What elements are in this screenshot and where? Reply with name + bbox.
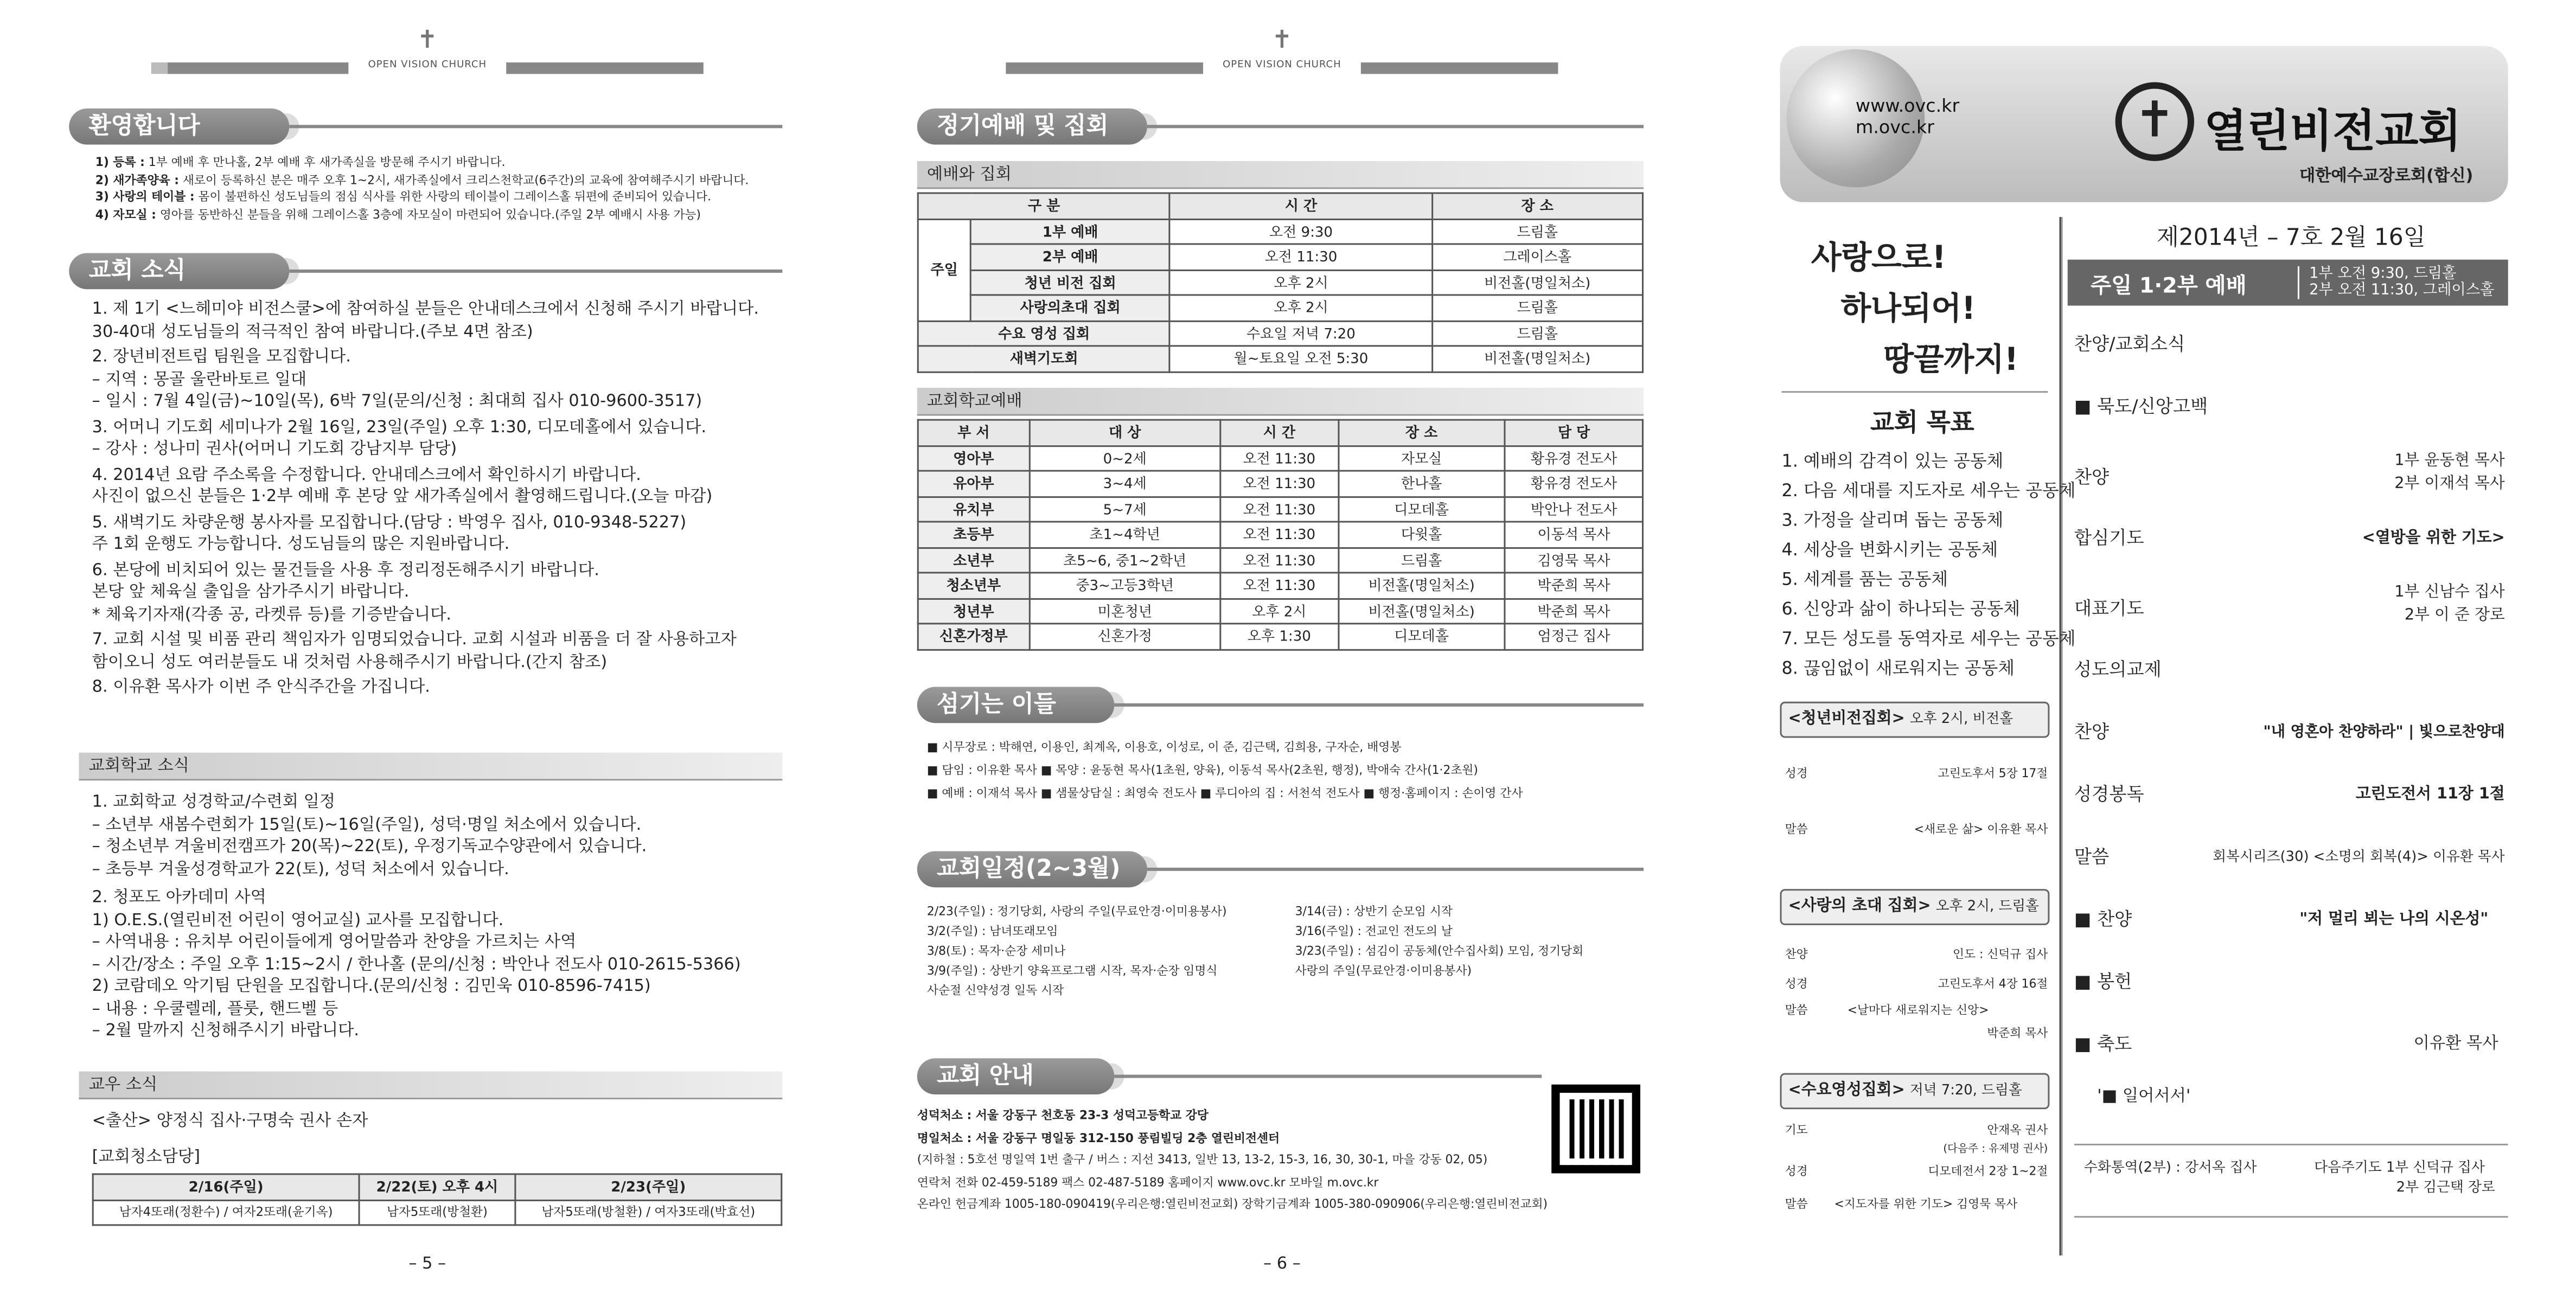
- birth-news: <출산> 양정식 집사·구명숙 권사 손자: [92, 1112, 368, 1131]
- next-prayer-1: 다음주기도 1부 신덕규 집사: [2314, 1160, 2485, 1177]
- page-number-5: – 5 –: [408, 1255, 446, 1274]
- sub-friends: 교우 소식: [79, 1072, 782, 1100]
- order-of-service: [2074, 322, 2505, 1114]
- welcome-list: 1) 등록 : 1부 예배 후 만나홀, 2부 예배 후 새가족실을 방문해 주시기 바랍니다. 2) 새가족양육 : 새로이 등록하신 분은 매주 오후 1~2시, 새가족실에서 크리스천학교(6주간)의 교육에 참여해주시기 바랍니다. 3) 사랑의 테이블 : 몸이 불편하신 성도님들의 점심 식사를 위한 사랑의 테이블이 그레이스홀 뒤편에 준비되어 있습니다. 4) 자모실 : 영아를 동반하신 분들을 위해 그레이스홀 3층에 자모실이 마련되어 있습니다.(주일 2부 예배시 사용 가능): [95, 154, 749, 221]
- service-banner: 주일 1·2부 예배 1부 오전 9:30, 드림홀 2부 오전 11:30, 그레이스홀: [2068, 260, 2508, 306]
- qr-code-icon[interactable]: [1551, 1085, 1640, 1174]
- section-guide: 교회 안내: [917, 1058, 1115, 1094]
- denomination: 대한예수교장로회(합신): [2299, 168, 2473, 186]
- youth-row: 말씀 <새로운 삶> 이유환 목사: [1785, 822, 2048, 837]
- church-logo-icon: ✝: [2115, 82, 2194, 161]
- love-box: <사랑의 초대 집회> 오후 2시, 드림홀: [1780, 889, 2049, 925]
- worship-table: 구 분 시 간 장 소 주일 1부 예배 오전 9:30 드림홀 2부 예배 오전 11:30 그레이스홀 청년 비전 집회 오후 2시 비전홀(명일처소) 사랑의초대 집회 오후 2시 드림홀 수요 영성 집회 수요일 저녁 7:20 드림홀 새벽기도회 월~토요일 오전 5:30 비전홀(명일처소): [917, 193, 1644, 373]
- sign-interp: 수화통역(2부) : 강서옥 집사: [2084, 1160, 2257, 1177]
- order-item: 찬양/교회소식: [2074, 334, 2185, 355]
- church-name: 열린비전교회: [2204, 106, 2462, 158]
- section-news: 교회 소식: [69, 253, 289, 290]
- order-item: 성도의교제: [2074, 659, 2162, 681]
- sub-school: 교회학교 소식: [79, 753, 782, 781]
- wed-box: <수요영성집회> 저녁 7:20, 드림홀: [1780, 1073, 2049, 1110]
- youth-row: 성경 고린도후서 5장 17절: [1785, 765, 2048, 781]
- section-worship: 정기예배 및 집회: [917, 108, 1147, 145]
- youth-box: <청년비전집회> 오후 2시, 비전홀: [1780, 702, 2049, 738]
- url-mobile[interactable]: m.ovc.kr: [1855, 117, 1934, 138]
- page-5: [0, 0, 855, 1294]
- serve-list: ■ 시무장로 : 박해연, 이용인, 최계옥, 이용호, 이성로, 이 준, 김근택, 김희용, 구자순, 배영봉 ■ 담임 : 이유환 목사 ■ 목양 : 윤동현 목사(1초원, 양육), 이동석 목사(2초원, 행정), 박애숙 간사(1·2초원) ■ 예배 : 이재석 목사 ■ 샘물상담실 : 최영숙 전도사 ■ 루디아의 집 : 서천석 전도사 ■ 행정·홈페이지 : 손이영 간사: [926, 739, 1523, 800]
- order-item: ■ 묵도/신앙고백: [2074, 396, 2208, 418]
- clean-title: [교회청소담당]: [92, 1148, 200, 1167]
- clean-table: 2/16(주일) 2/22(토) 오후 4시 2/23(주일) 남자4또래(정환수) / 여자2또래(윤기옥) 남자5또래(방철환) 남자5또래(방철환) / 여자3또래(박효선): [92, 1173, 783, 1226]
- order-item: 말씀 회복시리즈(30) <소명의 회복(4)> 이유환 목사: [2074, 846, 2505, 868]
- school-list: 1. 교회학교 성경학교/수련회 일정 – 소년부 새봄수련회가 15일(토)~16일(주일), 성덕·명일 처소에서 있습니다. – 청소년부 겨울비전캠프가 20(목)~22(토), 우정기독교수양관에서 있습니다. – 초등부 겨울성경학교가 22(토), 성덕 처소에서 있습니다. 2. 청포도 아카데미 사역 1) O.E.S.(열린비전 어린이 영어교실) 교사를 모집합니다. – 사역내용 : 유치부 어린이들에게 영어말씀과 찬양을 가르치는 사역 – 시간/장소 : 주일 오후 1:15~2시 / 한나홀 (문의/신청 : 박안나 전도사 010-2615-5366) 2) 코람데오 악기팀 단원을 모집합니다.(문의/신청 : 김민욱 010-8596-7415) – 내용 : 우쿨렐레, 플룻, 핸드벨 등 – 2월 말까지 신청해주시기 바랍니다.: [92, 793, 741, 1040]
- header-org: OPEN VISION CHURCH: [1223, 59, 1341, 71]
- goals-title: 교회 목표: [1870, 407, 1974, 437]
- page-6: [855, 0, 1710, 1294]
- motto: 사랑으로! 하나되어! 땅끝까지!: [1811, 240, 2019, 378]
- section-schedule: 교회일정(2~3월): [917, 851, 1147, 888]
- header-org: OPEN VISION CHURCH: [368, 59, 487, 71]
- next-prayer-2: 2부 김근택 장로: [2396, 1180, 2495, 1196]
- schedule-right: 3/14(금) : 상반기 순모임 시작 3/16(주일) : 전교인 전도의 날 3/23(주일) : 섬김이 공동체(안수집사회) 모임, 정기당회 사랑의 주일(무료안경·이미용봉사): [1295, 904, 1584, 978]
- church-logo-icon: ✝: [417, 24, 438, 54]
- order-item: 합심기도 <열방을 위한 기도>: [2074, 527, 2505, 549]
- love-rows: 찬양 인도 : 신덕규 집사 성경 고린도후서 4장 16절 말씀 <날마다 새로워지는 신앙> 박준희 목사: [1785, 946, 2048, 1040]
- order-item: 찬양 1부 윤동현 목사 2부 이재석 목사: [2074, 452, 2505, 493]
- cover-header: [1780, 46, 2508, 202]
- order-item: 찬양 "내 영혼아 찬양하라" | 빛으로찬양대: [2074, 721, 2505, 743]
- order-item: 대표기도 1부 신남수 집사 2부 이 준 장로: [2074, 583, 2505, 625]
- order-item: ■ 찬양 "저 멀리 뵈는 나의 시온성": [2074, 908, 2489, 930]
- sub-worship: 예배와 집회: [917, 161, 1644, 189]
- guide-list: 성덕처소 : 서울 강동구 천호동 23-3 성덕고등학교 강당 명일처소 : 서울 강동구 명일동 312-150 풍림빌딩 2층 열린비전센터 (지하철 : 5호선 명일역 1번 출구 / 버스 : 지선 3413, 일반 13, 13-2, 15-3, 16, 30, 30-1, 마을 강동 02, 05) 연락처 전화 02-459-5189 팩스 02-487-5189 홈페이지 www.ovc.kr 모바일 m.ovc.kr 온라인 헌금계좌 1005-180-090419(우리은행:열린비전교회) 장학기금계좌 1005-380-090906(우리은행:열린비전교회): [917, 1107, 1548, 1212]
- issue-date: 제2014년 – 7호 2월 16일: [2156, 225, 2426, 252]
- page-number-6: – 6 –: [1263, 1255, 1301, 1274]
- section-serve: 섬기는 이들: [917, 687, 1115, 723]
- stand-note: '■ 일어서서': [2097, 1087, 2191, 1106]
- goals-list: 1. 예배의 감격이 있는 공동체 2. 다음 세대를 지도자로 세우는 공동체 3. 가정을 살리며 돕는 공동체 4. 세상을 변화시키는 공동체 5. 세계를 품는 공동체 6. 신앙과 삶이 하나되는 공동체 7. 모든 성도를 동역자로 세우는 공동체 8. 끊임없이 새로워지는 공동체: [1781, 452, 2076, 679]
- order-item: ■ 축도 이유환 목사: [2074, 1033, 2498, 1055]
- sub-school-worship: 교회학교예배: [917, 388, 1644, 416]
- order-item: 성경봉독 고린도전서 11장 1절: [2074, 784, 2505, 805]
- section-welcome: 환영합니다: [69, 108, 289, 145]
- schedule-left: 2/23(주일) : 정기당회, 사랑의 주일(무료안경·이미용봉사) 3/2(주일) : 남녀또래모임 3/8(토) : 목자·순장 세미나 3/9(주일) : 상반기 양육프로그램 시작, 목자·순장 임명식 사순절 신약성경 일독 시작: [926, 904, 1227, 998]
- news-list: 1. 제 1기 <느헤미야 비전스쿨>에 참여하실 분들은 안내데스크에서 신청해 주시기 바랍니다. 30-40대 성도님들의 적극적인 참여 바랍니다.(주보 4면 참조) 2. 장년비전트립 팀원을 모집합니다. – 지역 : 몽골 울란바토르 일대 – 일시 : 7월 4일(금)~10일(목), 6박 7일(문의/신청 : 최대희 집사 010-9600-3517) 3. 어머니 기도회 세미나가 2월 16일, 23일(주일) 오후 1:30, 디모데홀에서 있습니다. – 강사 : 성나미 권사(어머니 기도회 강남지부 담당) 4. 2014년 요람 주소록을 수정합니다. 안내데스크에서 확인하시기 바랍니다. 사진이 없으신 분들은 1·2부 예배 후 본당 앞 새가족실에서 촬영해드립니다.(오늘 마감) 5. 새벽기도 차량운행 봉사자를 모집합니다.(담당 : 박영우 집사, 010-9348-5227) 주 1회 운행도 가능합니다. 성도님들의 많은 지원바랍니다. 6. 본당에 비치되어 있는 물건들을 사용 후 정리정돈해주시기 바랍니다. 본당 앞 체육실 출입을 삼가주시기 바랍니다. * 체육기자재(각종 공, 라켓류 등)를 기증받습니다. 7. 교회 시설 및 비품 관리 책임자가 임명되었습니다. 교회 시설과 비품을 더 잘 사용하고자 함이오니 성도 여러분들도 내 것처럼 사용해주시기 바랍니다.(간지 참조) 8. 이유환 목사가 이번 주 안식주간을 가집니다.: [92, 300, 759, 697]
- church-logo-icon: ✝: [1271, 24, 1293, 54]
- school-worship-table: 부 서 대 상 시 간 장 소 담 당 영아부 0~2세 오전 11:30 자모실 황유경 전도사 유아부 3~4세 오전 11:30 한나홀 황유경 전도사 유치부 5~7세 오전 11:30 디모데홀 박안나 전도사 초등부 초1~4학년 오전 11:30 다윗홀 이동석 목사 소년부 초5~6, 중1~2학년 오전 11:30 드림홀 김영묵 목사 청소년부 중3~고등3학년 오전 11:30 비전홀(명일처소) 박준희 목사 청년부 미혼청년 오후 2시 비전홀(명일처소) 박준희 목사 신혼가정부 신혼가정 오후 1:30 디모데홀 엄정근 집사: [917, 419, 1644, 650]
- wed-rows: 기도 안재옥 권사 (다음주 : 유제명 권사) 성경 디모데전서 2장 1~2절 말씀 <지도자를 위한 기도> 김영묵 목사: [1785, 1122, 2048, 1212]
- url-web[interactable]: www.ovc.kr: [1855, 95, 1960, 117]
- order-item: ■ 봉헌: [2074, 971, 2132, 993]
